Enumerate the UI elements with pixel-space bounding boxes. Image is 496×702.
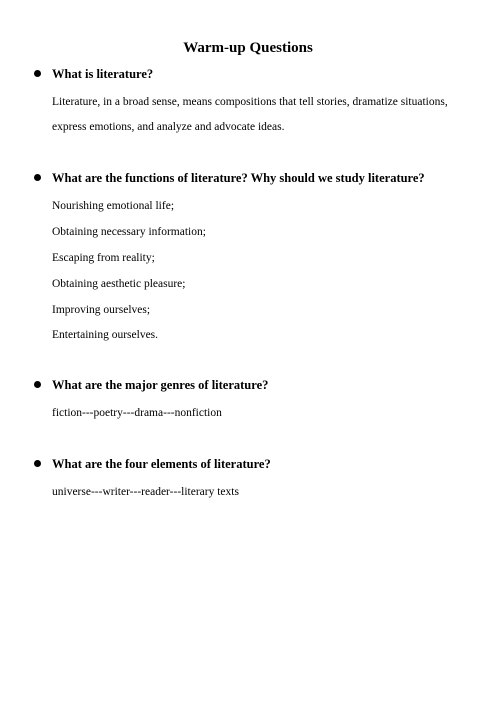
bullet-icon xyxy=(34,174,41,181)
answer-2-line-6: Entertaining ourselves. xyxy=(52,329,159,341)
question-2-text: What are the functions of literature? Why should we study literature? xyxy=(52,171,425,185)
answer-2-line-3: Escaping from reality; xyxy=(52,252,155,264)
bullet-icon xyxy=(34,381,41,388)
bullet-icon xyxy=(34,460,41,467)
question-4 xyxy=(0,454,496,474)
question-2 xyxy=(0,168,496,188)
bullet-icon xyxy=(34,70,41,77)
answer-3-line-1: fiction---poetry---drama---nonfiction xyxy=(52,407,222,419)
answer-4-line-1: universe---writer---reader---literary texts xyxy=(52,486,239,498)
answer-2-line-1: Nourishing emotional life; xyxy=(52,200,175,212)
answer-2-line-2: Obtaining necessary information; xyxy=(52,226,206,238)
question-4-text: What are the four elements of literature? xyxy=(52,457,271,471)
answer-1-line-2: express emotions, and analyze and advocate ideas. xyxy=(52,121,285,133)
question-3-text: What are the major genres of literature? xyxy=(52,378,269,392)
page-title: Warm-up Questions xyxy=(183,40,313,56)
answer-2-line-5: Improving ourselves; xyxy=(52,304,151,316)
question-1 xyxy=(0,64,496,84)
question-1-text: What is literature? xyxy=(52,67,154,81)
answer-2-line-4: Obtaining aesthetic pleasure; xyxy=(52,278,186,290)
answer-1-line-1: Literature, in a broad sense, means compositions that tell stories, dramatize situations, xyxy=(52,96,448,108)
question-3 xyxy=(0,375,496,395)
